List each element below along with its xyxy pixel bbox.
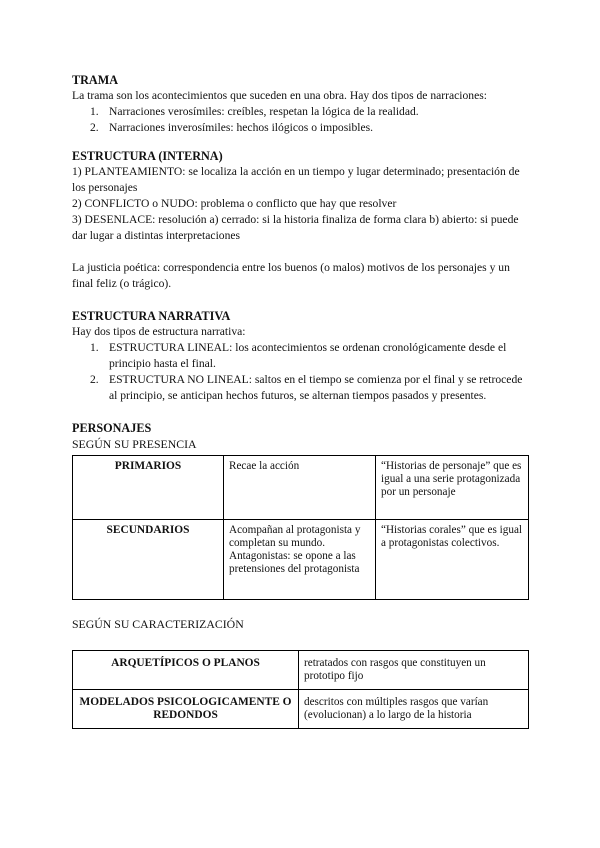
desenlace-line: 3) DESENLACE: resolución a) cerrado: si la historia finaliza de forma clara b) abierto: si puede dar lugar a distintas interpretaciones (72, 213, 519, 242)
conflicto-line: 2) CONFLICTO o NUDO: problema o conflicto que hay que resolver (72, 197, 397, 210)
table-cell-note: “Historias de personaje” que es igual a una serie protagonizada por un personaje (376, 456, 529, 520)
document-page (72, 72, 528, 729)
trama-heading: TRAMA (72, 73, 119, 87)
table-cell-note: “Historias corales” que es igual a protagonistas colectivos. (376, 520, 529, 600)
estructura-narrativa-list (72, 340, 528, 404)
table-row (73, 456, 529, 520)
table-cell-label: PRIMARIOS (73, 456, 224, 520)
list-item (72, 372, 528, 404)
trama-intro: La trama son los acontecimientos que suceden en una obra. Hay dos tipos de narraciones: (72, 89, 487, 102)
list-number: 2. (90, 121, 99, 134)
estructura-narrativa-intro: Hay dos tipos de estructura narrativa: (72, 325, 246, 338)
list-number: 1. (90, 341, 99, 354)
table-cell-label: MODELADOS PSICOLOGICAMENTE O REDONDOS (73, 690, 299, 729)
list-item (72, 340, 528, 372)
personajes-heading: PERSONAJES (72, 421, 152, 435)
table-cell-desc: descritos con múltiples rasgos que varían (evolucionan) a lo largo de la historia (299, 690, 529, 729)
table-cell-desc: retratados con rasgos que constituyen un prototipo fijo (299, 651, 529, 690)
table-cell-desc: Acompañan al protagonista y completan su mundo. Antagonistas: se opone a las pretensiones del protagonista (224, 520, 376, 600)
list-item-text: Narraciones verosímiles: creíbles, respetan la lógica de la realidad. (109, 105, 419, 118)
caracterizacion-subtitle: SEGÚN SU CARACTERIZACIÓN (72, 617, 244, 631)
table-row (73, 651, 529, 690)
presencia-table (72, 455, 529, 600)
planteamiento-line: 1) PLANTEAMIENTO: se localiza la acción en un tiempo y lugar determinado; presentación de los personajes (72, 165, 520, 194)
table-cell-label: ARQUETÍPICOS O PLANOS (73, 651, 299, 690)
caracterizacion-table (72, 650, 529, 729)
table-cell-label: SECUNDARIOS (73, 520, 224, 600)
justicia-poetica-paragraph: La justicia poética: correspondencia entre los buenos (o malos) motivos de los personajes y un final feliz (o trágico). (72, 261, 510, 290)
estructura-narrativa-heading: ESTRUCTURA NARRATIVA (72, 309, 231, 323)
table-cell-desc: Recae la acción (224, 456, 376, 520)
list-item (72, 120, 528, 136)
trama-list (72, 104, 528, 136)
list-item-text: ESTRUCTURA NO LINEAL: saltos en el tiempo se comienza por el final y se retrocede al principio, se anticipan hechos futuros, se alternan tiempos pasados y presentes. (109, 373, 523, 402)
estructura-interna-heading: ESTRUCTURA (INTERNA) (72, 149, 223, 163)
list-item-text: ESTRUCTURA LINEAL: los acontecimientos se ordenan cronológicamente desde el principio hasta el final. (109, 341, 507, 370)
list-number: 2. (90, 373, 99, 386)
presencia-subtitle: SEGÚN SU PRESENCIA (72, 437, 197, 451)
table-row (73, 690, 529, 729)
list-item-text: Narraciones inverosímiles: hechos ilógicos o imposibles. (109, 121, 374, 134)
list-item (72, 104, 528, 120)
list-number: 1. (90, 105, 99, 118)
table-row (73, 520, 529, 600)
